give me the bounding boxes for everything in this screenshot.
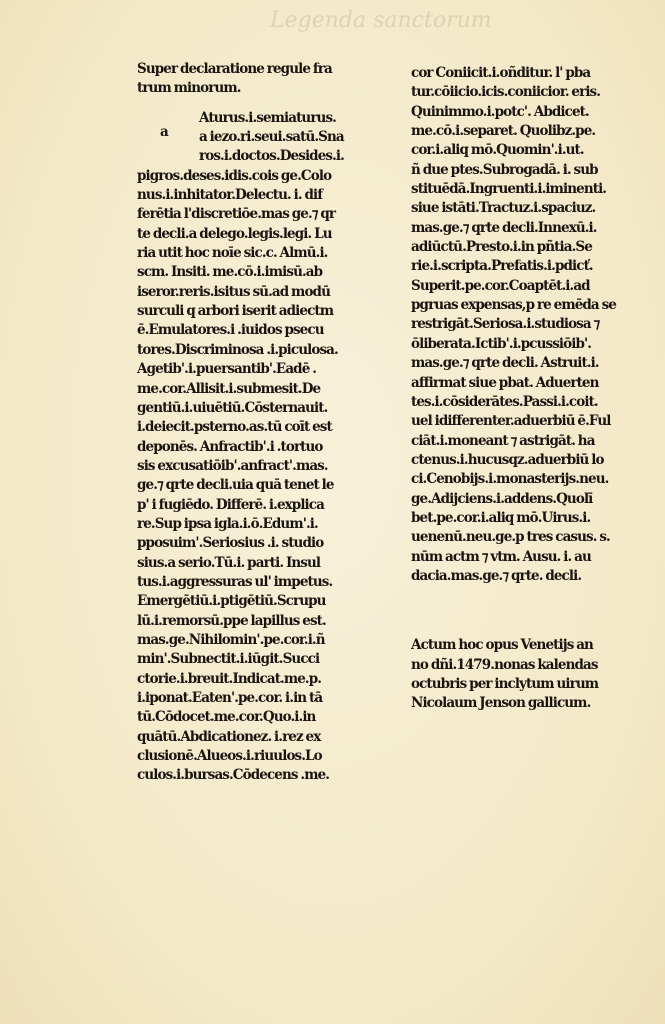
text-line: Superit.pe.cor.Coaptēt.i.ad xyxy=(411,277,590,294)
text-line: Aturus.i.semiaturus. xyxy=(199,109,336,126)
text-line: ciāt.i.moneant ⁊ astrigāt. ha xyxy=(411,432,595,449)
text-line: bet.pe.cor.i.aliq mō.Uirus.i. xyxy=(411,509,591,526)
section-letter: a xyxy=(160,124,169,140)
text-line: te decli.a delego.legis.legi. Lu xyxy=(137,225,332,242)
heading-line: Super declaratione regule fra xyxy=(137,61,332,77)
text-line: rie.i.scripta.Prefatis.i.pdicť. xyxy=(411,258,593,275)
text-line: iseror.reris.isitus sū.ad modū xyxy=(137,283,331,300)
right-column xyxy=(411,64,651,714)
text-line: nūm actm ⁊ vtm. Ausu. i. au xyxy=(411,548,591,565)
text-line: uel idifferenter.aduerbiū ē.Ful xyxy=(411,413,611,430)
text-line: re.Sup ipsa igla.i.ō.Edum'.i. xyxy=(137,515,318,532)
colophon-line: Nicolaum Jenson gallicum. xyxy=(411,695,591,712)
heading-line: trum minorum. xyxy=(137,80,241,97)
left-column xyxy=(137,60,377,786)
text-line: siue istāti.Tractuz.i.spaciuz. xyxy=(411,200,596,217)
text-line: sis excusatiōib'.anfract'.mas. xyxy=(137,457,328,474)
text-line: ros.i.doctos.Desides.i. xyxy=(199,148,344,165)
text-line: clusionē.Alueos.i.riuulos.Lo xyxy=(137,748,322,765)
text-line: sius.a serio.Tū.i. parti. Insul xyxy=(137,554,321,571)
text-line: culos.i.bursas.Cōdecens .me. xyxy=(137,767,330,784)
text-line: ci.Cenobijs.i.monasterijs.neu. xyxy=(411,471,609,488)
text-line: Agetib'.i.puersantib'.Eadē . xyxy=(137,361,316,378)
text-line: ge.Adijciens.i.addens.Quolī xyxy=(411,490,593,507)
text-line: tores.Discriminosa .i.piculosa. xyxy=(137,341,338,358)
text-line: tes.i.cōsiderātes.Passi.i.coit. xyxy=(411,393,598,410)
text-line: tur.cōiicio.icis.coniicior. eris. xyxy=(411,84,601,101)
text-line: ōliberata.Ictib'.i.pcussiōib'. xyxy=(411,335,592,352)
text-line: pigros.deses.idis.cois ge.Colo xyxy=(137,167,332,184)
spacer xyxy=(411,586,651,636)
text-line: cor Coniicit.i.oñditur. l' pba xyxy=(411,65,591,81)
text-line: scm. Insiti. me.cō.i.imisū.ab xyxy=(137,264,323,281)
text-line: Emergētiū.i.ptigētiū.Scrupu xyxy=(137,593,326,610)
text-line: surculi q arbori iserit adiectm xyxy=(137,303,334,320)
text-line: ctorie.i.breuit.Indicat.me.p. xyxy=(137,670,322,687)
text-line: lū.i.remorsū.ppe lapillus est. xyxy=(137,612,326,629)
text-line: gentiū.i.uiuētiū.Cōsternauit. xyxy=(137,399,328,416)
text-line: me.cō.i.separet. Quolibz.pe. xyxy=(411,123,596,140)
bleed-through-text: Legenda sanctorum xyxy=(270,8,492,33)
left-text-block xyxy=(137,167,377,786)
text-line: a iezo.ri.seui.satū.Sna xyxy=(199,129,344,146)
text-line: ctenus.i.hucusqz.aduerbiū lo xyxy=(411,451,604,468)
text-line: me.cor.Allisit.i.submesit.De xyxy=(137,380,321,397)
text-line: restrigāt.Seriosa.i.studiosa ⁊ xyxy=(411,316,600,333)
text-line: nus.i.inhitator.Delectu. i. dif xyxy=(137,187,323,204)
text-line: p' i fugiēdo. Differē. i.explica xyxy=(137,496,324,513)
text-line: stituēdā.Ingruenti.i.iminenti. xyxy=(411,181,607,198)
text-line: min'.Subnectit.i.iūgit.Succi xyxy=(137,651,320,668)
text-line: mas.ge.Nihilomin'.pe.cor.i.ñ xyxy=(137,631,325,648)
text-line: adiūctū.Presto.i.in pñtia.Se xyxy=(411,239,592,256)
text-line: ria utit hoc noīe sic.c. Almū.i. xyxy=(137,245,328,262)
text-line: dacia.mas.ge.⁊ qrte. decli. xyxy=(411,567,582,584)
text-line: ge.⁊ qrte decli.uia quā tenet le xyxy=(137,477,334,494)
text-line: pposuim'.Seriosius .i. studio xyxy=(137,535,324,552)
text-line: tū.Cōdocet.me.cor.Quo.i.in xyxy=(137,709,316,726)
text-line: mas.ge.⁊ qrte decli. Astruit.i. xyxy=(411,355,599,372)
text-line: i.iponat.Eaten'.pe.cor. i.in tā xyxy=(137,690,323,706)
text-line: affirmat siue pbat. Aduerten xyxy=(411,374,599,391)
text-line: ferētia l'discretiōe.mas ge.⁊ qr xyxy=(137,206,336,223)
colophon-line: no dñi.1479.nonas kalendas xyxy=(411,656,598,673)
colophon-line: octubris per inclytum uirum xyxy=(411,675,599,692)
text-line: ē.Emulatores.i .iuidos psecu xyxy=(137,322,324,339)
right-text-block xyxy=(411,64,651,586)
spacer xyxy=(137,99,377,109)
text-line: quātū.Abdicationez. i.rez ex xyxy=(137,728,321,745)
text-line: deponēs. Anfractib'.i .tortuo xyxy=(137,438,323,455)
colophon xyxy=(411,636,651,713)
text-line: uenenū.neu.ge.p tres casus. s. xyxy=(411,529,610,546)
text-line: Quinimmo.i.potc'. Abdicet. xyxy=(411,103,589,120)
text-line: tus.i.aggressuras ul' impetus. xyxy=(137,573,333,590)
colophon-line: Actum hoc opus Venetijs an xyxy=(411,637,593,654)
text-line: pgruas expensas,p re emēda se xyxy=(411,297,616,314)
text-line: cor.i.aliq mō.Quomin'.i.ut. xyxy=(411,142,584,159)
text-line: i.deiecit.psterno.as.tū coīt est xyxy=(137,419,332,436)
text-line: mas.ge.⁊ qrte decli.Innexū.i. xyxy=(411,219,597,236)
text-line: ñ due ptes.Subrogadā. i. sub xyxy=(411,161,598,178)
